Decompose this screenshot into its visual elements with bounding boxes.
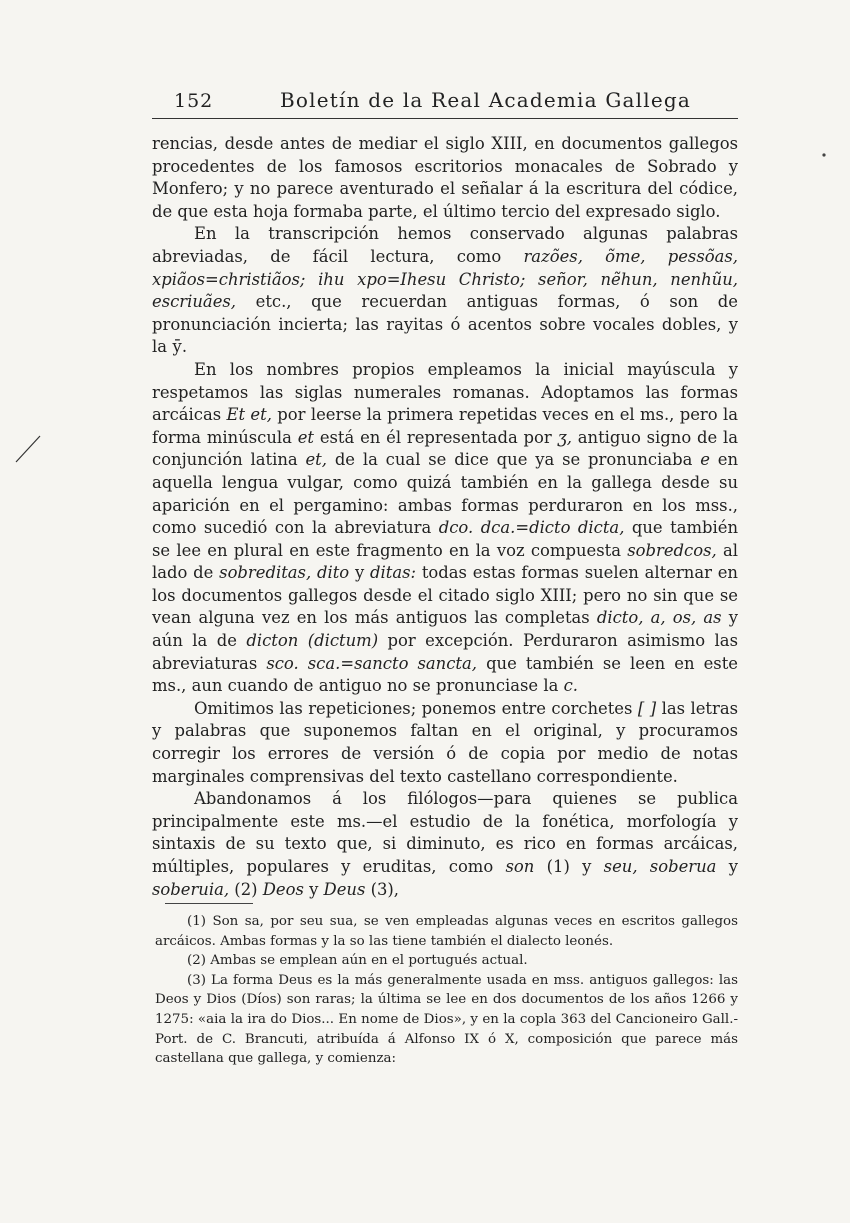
text-run: de la cual se dice que ya se pronunciaba [326, 450, 701, 470]
text-run: y [188, 992, 207, 1008]
italic-text: e [700, 450, 710, 470]
text-run: se ven empleadas algunas veces en escritos gallegos arcáicos. Ambas formas y la [155, 914, 738, 949]
italic-text: dicto, a, os, as [596, 608, 722, 628]
text-run: (2) [229, 879, 263, 899]
text-run: En la transcripción hemos conservado algunas palabras abreviadas, de fácil lectura, como [152, 224, 738, 266]
text-run: que también se lee en plural en este fragmento en la voz compuesta [152, 518, 739, 560]
italic-text: soberuia, [152, 879, 230, 899]
text-run: (3), [365, 879, 399, 899]
page-number: 152 [174, 90, 214, 112]
text-run: Abandonamos á los filólogos—para quienes se publica principalmente este ms.—el estudio de la fonética, morfología y sintaxis de su texto que, si diminuto, es rico en formas arcáicas, múltiples, populares y eruditas, como [152, 789, 738, 876]
text-run: y [303, 879, 324, 899]
text-run: las tiene también el dialecto leonés. [364, 933, 614, 949]
text-run: (2) Ambas se emplean aún en el portugués actual. [187, 953, 528, 969]
text-run: es la más generalmente usada en mss. antiguos gallegos: las [312, 972, 738, 988]
italic-text: ditas: [370, 563, 417, 583]
text-run: (Díos) son raras; la última se lee en dos documentos de los años 1266 y 1275: «aia la ira do [155, 992, 738, 1027]
text-run: en aquella lengua vulgar, como quizá también en la gallega desde su aparición en el pergamino: ambas formas perduraron en los mss., como sucedió con la abreviatura [152, 450, 738, 538]
italic-text: seu, soberua [603, 857, 717, 876]
italic-text: et [297, 427, 315, 447]
text-run: etc., que recuerdan antiguas formas, ó son de pronunciación incierta; las rayitas ó acentos sobre vocales dobles, y la ӯ. [152, 292, 738, 357]
italic-text: razões, õme, pessõas, xpiãos=christiãos; ihu xpo=Ihesu Christo; señor, nẽhun, nenhũu, escriuães, [152, 246, 739, 312]
text-run: En nome de [334, 1011, 424, 1027]
italic-text: so [349, 933, 365, 949]
text-run: por excepción. Perduraron asimismo las abreviaturas [152, 631, 738, 673]
italic-text: Deos [262, 879, 304, 899]
text-run: por [263, 914, 300, 929]
text-run: Omitimos las repeticiones; ponemos entre corchetes [194, 698, 638, 718]
italic-text: Et et, [226, 405, 272, 425]
margin-pencil-mark [16, 436, 40, 462]
italic-text: ʒ, [557, 427, 572, 447]
italic-text: dicton (dictum) [246, 631, 379, 651]
italic-text: Deos [155, 992, 189, 1008]
italic-text: Cancioneiro Gall.-Port. [155, 1011, 738, 1047]
text-run: antiguo signo de la conjunción latina [152, 427, 738, 470]
italic-text: et, [305, 450, 327, 470]
text-run: En los nombres propios empleamos la inicial mayúscula y respetamos las siglas numerales romanas. Adoptamos las formas arcáicas [152, 359, 738, 425]
italic-text: Son sa, [212, 914, 264, 929]
text-run: (1) y [534, 857, 604, 876]
text-run: todas estas formas suelen alternar en los documentos gallegos desde el citado siglo XIII; pero no sin que se vean alguna vez en los más antiguos las completas [152, 563, 738, 628]
italic-text: Deus [323, 879, 366, 899]
text-run: de C. Brancuti, atribuída á Alfonso IX ó X, composición que parece más castellana que gallega, y comienza: [155, 1031, 738, 1067]
text-run: por leerse la primera repetidas veces en el ms., pero la forma minúscula [152, 405, 739, 447]
italic-text: Dios... [291, 1011, 335, 1027]
margin-speck [822, 153, 825, 156]
text-run: las letras y palabras que suponemos faltan en el original, y procuramos corregir los errores de versión ó de copia por medio de notas marginales comprensivas del texto castellano correspondiente. [152, 698, 738, 786]
italic-text: seu sua, [299, 914, 358, 929]
text-run: al lado de [152, 540, 738, 583]
running-title: Boletín de la Real Academia Gallega [280, 88, 691, 112]
italic-text: [ ] [637, 698, 657, 718]
italic-text: sco. sca.=sancto sancta, [266, 653, 477, 673]
italic-text: Dios [206, 992, 237, 1008]
italic-text: sobredcos, [627, 540, 717, 560]
text-run: que también se leen en este ms., aun cuando de antiguo no se pronunciase la [152, 653, 738, 696]
italic-text: Dios», [423, 1011, 467, 1027]
text-run: y [349, 563, 370, 583]
italic-text: c. [563, 676, 578, 696]
italic-text: son [505, 857, 535, 876]
italic-text: sobreditas, dito [219, 563, 350, 583]
text-run: y [716, 857, 738, 876]
text-run: rencias, desde antes de mediar el siglo XIII, en documentos gallegos procedentes de los famosos escritorios monacales de Sobrado y Monfero; y no parece aventurado el señalar á la escritura del códice, de que esta hoja formaba parte, el último tercio del expresado siglo. [152, 134, 738, 221]
italic-text: dco. dca.=dicto dicta, [438, 518, 625, 538]
text-run: y aún la de [152, 608, 738, 651]
italic-text: Deus [278, 972, 313, 988]
text-run: y en la copla 363 del [466, 1011, 616, 1027]
text-run: (3) La forma [187, 972, 279, 988]
text-run: (1) [187, 914, 213, 929]
text-run: está en él representada por [314, 427, 558, 447]
